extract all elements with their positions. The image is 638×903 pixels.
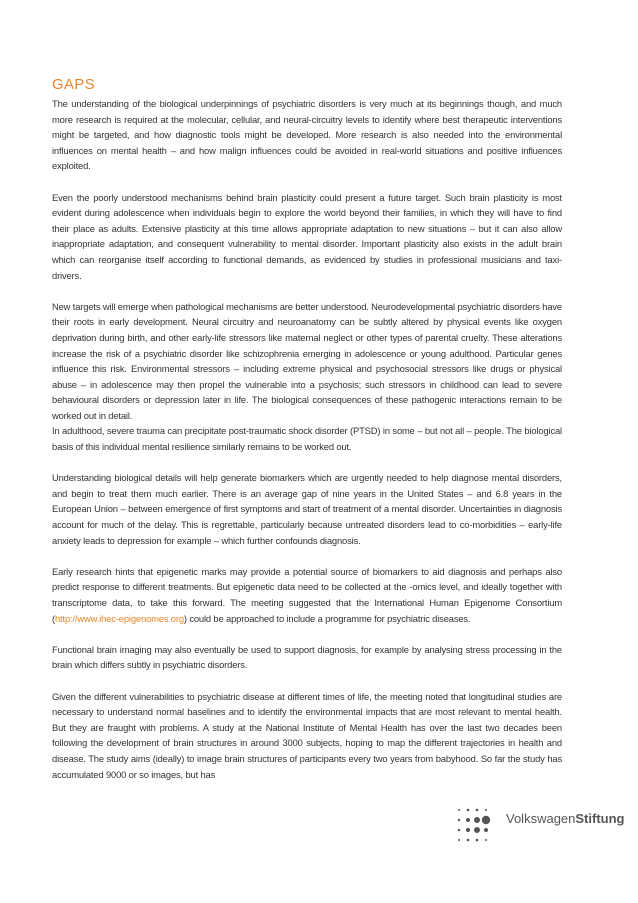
paragraph-6 (52, 564, 562, 626)
paragraph-6-text-start: Early research hints that epigenetic marks may provide a potential source of biomarkers to aid diagnosis and perhaps also predict response to different treatments. But epigenetic data need to be collected at the -omics level, and ideally together with transcriptome data, to take this forward. The meeting suggested that the International Human Epigenome Consortium ( (52, 565, 562, 624)
body-text (52, 96, 562, 798)
paragraph-3: New targets will emerge when pathological mechanisms are better understood. Neurodevelopmental psychiatric disorders have their roots in early development. Neural circuitry and neuroanatomy can be subtly altered by physical events like oxygen deprivation during birth, and other early-life stressors like maternal neglect or other types of parental cruelty. These alterations increase the risk of a psychiatric disorder like schizophrenia emerging in adolescence or young adulthood. Particular genes influence this risk. Environmental stressors – including extreme physical and psychosocial stressors like drugs or physical abuse – in adolescence may then propel the vulnerable into a psychosis; such stressors in childhood can lead to severe behavioural disorders or depression later in life. The biological consequences of these pathogenic interactions remain to be worked out in detail. (52, 300, 562, 421)
paragraph-1: The understanding of the biological underpinnings of psychiatric disorders is very much at its beginnings though, and much more research is required at the molecular, cellular, and neural-circuitry levels to identify where best therapeutic interventions might be targeted, and how diagnostic tools might be developed. More research is also needed into the environmental influences on mental health – and how malign influences could be avoided in real-world situations and positive influences exploited. (52, 98, 562, 172)
logo-dots-icon (455, 806, 503, 854)
paragraph-8: Given the different vulnerabilities to psychiatric disease at different times of life, the meeting noted that longitudinal studies are necessary to understand normal baselines and to identify the environmental impacts that are most relevant to mental health. But they are fraught with problems. A study at the National Institute of Mental Health has over the last two decades been following the development of brain structures in around 3000 subjects, hoping to map the different trajectories in health and disease. The study aims (ideally) to image brain structures of participants every two years from babyhood. So far the study has accumulated 9000 or so images, but has (52, 690, 562, 780)
paragraph-2: Even the poorly understood mechanisms behind brain plasticity could present a future target. Such brain plasticity is most evident during adolescence when individuals begin to explore the world beyond their families, in which they will have to find their place as adults. Extensive plasticity at this time allows appropriate adaptation to new situations – but it can also allow inappropriate adaptation, and consequent vulnerability to mental disorder. Important plasticity also exists in the adult brain which can reorganise itself according to functional demands, as evidenced by studies in professional musicians and taxi-drivers. (52, 191, 562, 281)
section-heading: GAPS (52, 76, 95, 94)
paragraph-7: Functional brain imaging may also eventually be used to support diagnosis, for example by analysing stress processing in the brain which differs subtly in psychiatric disorders. (52, 643, 562, 671)
logo-text-light: Volkswagen (506, 811, 576, 826)
ihec-link[interactable]: http://www.ihec-epigenomes.org (54, 612, 184, 624)
paragraph-6-text-end: ) could be approached to include a programme for psychiatric diseases. (183, 612, 471, 624)
paragraph-4: In adulthood, severe trauma can precipitate post-traumatic shock disorder (PTSD) in some – but not all – people. The biological basis of this individual mental resilience similarly remains to be worked out. (52, 425, 562, 453)
paragraph-5: Understanding biological details will help generate biomarkers which are urgently needed to help diagnose mental disorders, and begin to treat them much earlier. There is an average gap of nine years in the United States – and 6.8 years in the European Union – between emergence of first symptoms and start of treatment of a mental disorder. Uncertainties in diagnosis account for much of the delay. This is regrettable, particularly because untreated disorders lead to co-morbidities – early-life anxiety leads to depression for example – which further confounds diagnosis. (52, 472, 562, 546)
logo-wordmark (506, 811, 624, 826)
logo-text-bold: Stiftung (575, 811, 625, 826)
volkswagen-stiftung-logo (455, 806, 625, 856)
